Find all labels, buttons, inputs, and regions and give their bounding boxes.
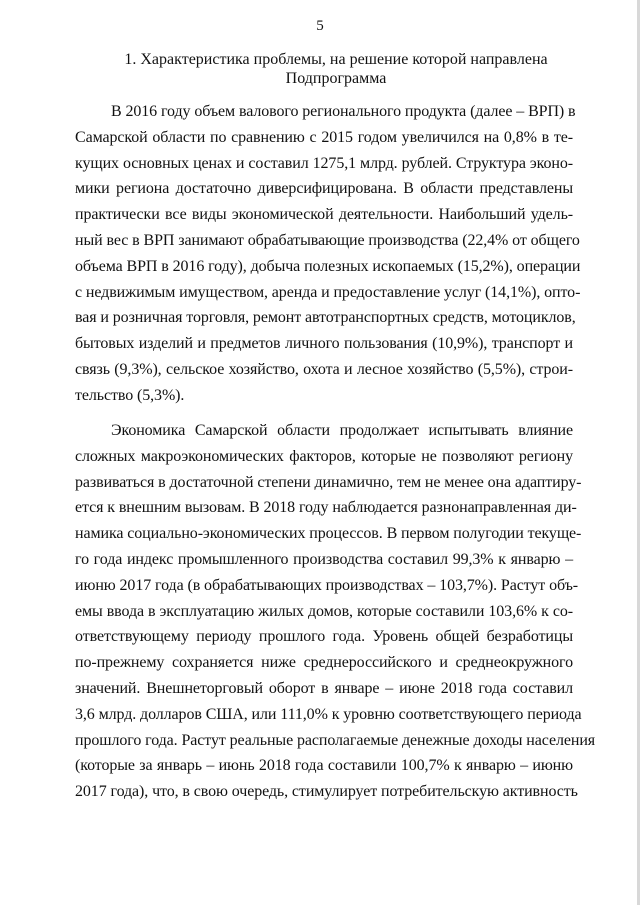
paragraph-line: 2017 года), что, в свою очередь, стимулирует потребительскую активность [75, 783, 578, 801]
paragraph-line: намика социально-экономических процессов. В первом полугодии текуще- [75, 525, 582, 543]
paragraph-line: с недвижимым имуществом, аренда и предоставление услуг (14,1%), опто- [75, 283, 581, 301]
paragraph-line: емы ввода в эксплуатацию жилых домов, которые составили 103,6% к со- [75, 602, 573, 620]
paragraph-line: тельство (5,3%). [75, 386, 185, 404]
paragraph-line: объема ВРП в 2016 году), добыча полезных ископаемых (15,2%), операции [75, 257, 581, 275]
paragraph-line: ется к внешним вызовам. В 2018 году наблюдается разнонаправленная ди- [75, 499, 577, 517]
paragraph-line: сложных макроэкономических факторов, которые не позволяют региону [75, 447, 573, 465]
paragraph-line: В 2016 году объем валового регионального продукта (далее – ВРП) в [111, 103, 576, 120]
paragraph-line: Самарской области по сравнению с 2015 годом увеличился на 0,8% в те- [75, 128, 573, 146]
section-heading [76, 50, 596, 88]
paragraph-1 [75, 99, 581, 409]
paragraph-line: прошлого года. Растут реальные располагаемые денежные доходы населения [75, 731, 596, 749]
paragraph-line: бытовых изделий и предметов личного пользования (10,9%), транспорт и [75, 335, 573, 353]
paragraph-line: го года индекс промышленного производства составил 99,3% к январю – [75, 550, 573, 568]
paragraph-2 [75, 418, 596, 805]
paragraph-line: кущих основных ценах и составил 1275,1 млрд. рублей. Структура эконо- [75, 154, 573, 172]
paragraph-line: июню 2017 года (в обрабатывающих производствах – 103,7%). Растут объ- [75, 576, 579, 594]
paragraph-line: ный вес в ВРП занимают обрабатывающие производства (22,4% от общего [75, 231, 580, 249]
section-heading-line-2: Подпрограмма [285, 70, 387, 87]
paragraph-line: мики региона достаточно диверсифицирована. В области представлены [75, 180, 573, 198]
paragraph-line: развиваться в достаточной степени динамично, тем не менее она адаптиру- [75, 473, 582, 491]
paragraph-line: вая и розничная торговля, ремонт автотранспортных средств, мотоциклов, [75, 309, 576, 327]
paragraph-line: практически все виды экономической деятельности. Наибольший удель- [75, 206, 573, 224]
section-heading-line-1: 1. Характеристика проблемы, на решение которой направлена [124, 51, 548, 68]
paragraph-line: связь (9,3%), сельское хозяйство, охота и лесное хозяйство (5,5%), строи- [75, 360, 573, 378]
paragraph-line: по-прежнему сохраняется ниже среднероссийского и среднеокружного [75, 654, 573, 672]
paragraph-line: значений. Внешнеторговый оборот в январе – июне 2018 года составил [75, 679, 573, 697]
paragraph-line: 3,6 млрд. долларов США, или 111,0% к уровню соответствующего периода [75, 705, 582, 723]
paragraph-line: Экономика Самарской области продолжает испытывать влияние [111, 422, 573, 439]
paragraph-line: ответствующему периоду прошлого года. Уровень общей безработицы [75, 628, 573, 646]
page-number: 5 [316, 18, 324, 34]
paragraph-line: (которые за январь – июнь 2018 года составили 100,7% к январю – июню [75, 757, 573, 775]
